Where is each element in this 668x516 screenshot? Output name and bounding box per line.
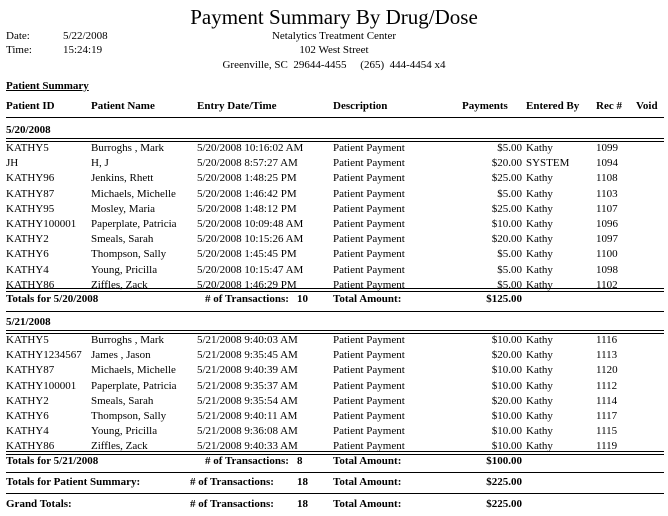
patient-id-cell: JH — [6, 157, 19, 170]
summary-amount-value: $225.00 — [486, 476, 522, 488]
description-cell: Patient Payment — [333, 233, 405, 246]
grand-tx-label: # of Transactions: — [190, 498, 274, 510]
group-date: 5/20/2008 — [6, 124, 51, 136]
patient-id-cell: KATHY2 — [6, 394, 49, 407]
rec-cell: 1116 — [596, 334, 618, 346]
description-cell: Patient Payment — [333, 142, 405, 154]
entry-datetime-cell: 5/21/2008 9:35:45 AM — [197, 349, 298, 362]
date-value: 5/22/2008 — [63, 30, 108, 42]
summary-totals-row — [0, 476, 668, 490]
tx-count-label: # of Transactions: — [205, 455, 289, 467]
grand-totals-row — [0, 498, 668, 512]
patient-id-cell: KATHY1234567 — [6, 349, 82, 362]
entry-datetime-cell: 5/21/2008 9:40:11 AM — [197, 410, 298, 422]
time-value: 15:24:19 — [63, 44, 103, 56]
entered-by-cell: Kathy — [526, 278, 553, 291]
description-cell: Patient Payment — [333, 410, 405, 422]
rec-cell: 1103 — [596, 187, 618, 200]
table-row — [0, 380, 668, 394]
tx-count-value: 8 — [297, 455, 303, 467]
patient-name-cell: Jenkins, Rhett — [91, 172, 154, 185]
tx-count-label: # of Transactions: — [205, 293, 289, 305]
rec-cell: 1097 — [596, 233, 618, 246]
total-amount-value: $100.00 — [486, 455, 522, 467]
entry-datetime-cell: 5/20/2008 8:57:27 AM — [197, 157, 298, 170]
org-name: Netalytics Treatment Center — [271, 30, 397, 42]
payment-cell: $20.00 — [491, 349, 522, 362]
description-cell: Patient Payment — [333, 187, 405, 200]
patient-id-cell: KATHY100001 — [6, 218, 77, 230]
entered-by-cell: Kathy — [526, 187, 553, 200]
rec-cell: 1117 — [596, 410, 618, 422]
entered-by-cell: Kathy — [526, 364, 553, 377]
divider — [6, 493, 664, 494]
patient-id-cell: KATHY86 — [6, 440, 55, 453]
rec-cell: 1119 — [596, 440, 618, 453]
group-totals-label: Totals for 5/21/2008 — [6, 455, 99, 467]
patient-name-cell: Ziffles, Zack — [91, 278, 148, 291]
entered-by-cell: Kathy — [526, 248, 553, 261]
table-row — [0, 425, 668, 439]
col-patient-name: Patient Name — [91, 100, 155, 112]
grand-tx-value: 18 — [297, 498, 308, 510]
entered-by-cell: Kathy — [526, 440, 553, 453]
col-rec: Rec # — [596, 100, 622, 112]
patient-name-cell: Thompson, Sally — [91, 248, 167, 261]
payment-cell: $10.00 — [491, 440, 522, 453]
payment-cell: $5.00 — [497, 248, 522, 261]
group-totals-row — [0, 455, 668, 469]
date-label: Date: — [6, 30, 30, 42]
payment-cell: $10.00 — [491, 218, 522, 230]
patient-name-cell: Smeals, Sarah — [91, 233, 154, 246]
entered-by-cell: Kathy — [526, 394, 553, 407]
description-cell: Patient Payment — [333, 202, 405, 215]
rec-cell: 1100 — [596, 248, 618, 261]
patient-name-cell: Burroghs , Mark — [91, 142, 165, 154]
patient-name-cell: James , Jason — [91, 349, 151, 362]
patient-id-cell: KATHY96 — [6, 172, 55, 185]
patient-name-cell: Young, Pricilla — [91, 425, 158, 438]
entered-by-cell: Kathy — [526, 410, 553, 422]
entry-datetime-cell: 5/20/2008 1:48:12 PM — [197, 202, 297, 215]
payment-cell: $5.00 — [497, 142, 522, 154]
report-title: Payment Summary By Drug/Dose — [190, 5, 478, 29]
patient-name-cell: H, J — [91, 157, 109, 170]
col-void: Void — [636, 100, 658, 112]
table-row — [0, 364, 668, 378]
description-cell: Patient Payment — [333, 157, 405, 170]
entered-by-cell: Kathy — [526, 379, 553, 392]
description-cell: Patient Payment — [333, 364, 405, 377]
rec-cell: 1098 — [596, 263, 618, 276]
rec-cell: 1112 — [596, 379, 618, 392]
table-row — [0, 349, 668, 363]
col-description: Description — [333, 100, 388, 112]
total-amount-value: $125.00 — [486, 293, 522, 305]
payment-cell: $5.00 — [497, 263, 522, 276]
patient-id-cell: KATHY4 — [6, 263, 49, 276]
grand-amount-value: $225.00 — [486, 498, 522, 510]
description-cell: Patient Payment — [333, 172, 405, 185]
entered-by-cell: Kathy — [526, 218, 553, 230]
patient-name-cell: Paperplate, Patricia — [91, 379, 177, 392]
table-row — [0, 218, 668, 232]
table-row — [0, 233, 668, 247]
patient-name-cell: Burroghs , Mark — [91, 334, 165, 346]
table-row — [0, 188, 668, 202]
description-cell: Patient Payment — [333, 218, 405, 230]
payment-cell: $10.00 — [491, 410, 522, 422]
payment-cell: $10.00 — [491, 379, 522, 392]
patient-id-cell: KATHY2 — [6, 233, 49, 246]
entry-datetime-cell: 5/20/2008 10:09:48 AM — [197, 218, 304, 230]
payment-cell: $25.00 — [491, 172, 522, 185]
patient-id-cell: KATHY6 — [6, 410, 49, 422]
description-cell: Patient Payment — [333, 334, 405, 346]
payment-cell: $20.00 — [491, 233, 522, 246]
payment-cell: $25.00 — [491, 202, 522, 215]
org-address-line1: 102 West Street — [299, 44, 369, 56]
entered-by-cell: Kathy — [526, 233, 553, 246]
entered-by-cell: Kathy — [526, 334, 553, 346]
entered-by-cell: Kathy — [526, 142, 553, 154]
patient-name-cell: Mosley, Maria — [91, 202, 156, 215]
description-cell: Patient Payment — [333, 394, 405, 407]
table-row — [0, 203, 668, 217]
divider — [6, 311, 664, 312]
entry-datetime-cell: 5/21/2008 9:35:37 AM — [197, 379, 298, 392]
table-row — [0, 248, 668, 262]
description-cell: Patient Payment — [333, 349, 405, 362]
patient-name-cell: Thompson, Sally — [91, 410, 167, 422]
rec-cell: 1115 — [596, 425, 618, 438]
table-row — [0, 264, 668, 278]
table-row — [0, 334, 668, 348]
patient-name-cell: Michaels, Michelle — [91, 187, 176, 200]
grand-totals-label: Grand Totals: — [6, 498, 72, 510]
description-cell: Patient Payment — [333, 379, 405, 392]
description-cell: Patient Payment — [333, 440, 405, 453]
patient-name-cell: Young, Pricilla — [91, 263, 158, 276]
grand-amount-label: Total Amount: — [333, 498, 402, 510]
table-row — [0, 395, 668, 409]
entry-datetime-cell: 5/20/2008 10:15:26 AM — [197, 233, 304, 246]
payment-cell: $5.00 — [497, 278, 522, 291]
group-totals-row — [0, 293, 668, 307]
section-title: Patient Summary — [6, 80, 89, 92]
summary-tx-label: # of Transactions: — [190, 476, 274, 488]
patient-id-cell: KATHY6 — [6, 248, 49, 261]
col-entered-by: Entered By — [526, 100, 580, 112]
group-date: 5/21/2008 — [6, 316, 51, 328]
summary-totals-label: Totals for Patient Summary: — [6, 476, 141, 488]
rec-cell: 1120 — [596, 364, 618, 377]
patient-id-cell: KATHY87 — [6, 364, 55, 377]
entry-datetime-cell: 5/20/2008 1:48:25 PM — [197, 172, 297, 185]
entered-by-cell: Kathy — [526, 172, 553, 185]
entry-datetime-cell: 5/21/2008 9:40:03 AM — [197, 334, 298, 346]
description-cell: Patient Payment — [333, 248, 405, 261]
entered-by-cell: SYSTEM — [526, 157, 570, 170]
entry-datetime-cell: 5/20/2008 1:45:45 PM — [197, 248, 297, 261]
entry-datetime-cell: 5/20/2008 1:46:29 PM — [197, 278, 297, 291]
col-patient-id: Patient ID — [6, 100, 55, 112]
rec-cell: 1114 — [596, 394, 618, 407]
divider — [6, 288, 664, 292]
patient-name-cell: Ziffles, Zack — [91, 440, 148, 453]
summary-amount-label: Total Amount: — [333, 476, 402, 488]
entry-datetime-cell: 5/20/2008 10:15:47 AM — [197, 263, 304, 276]
patient-name-cell: Smeals, Sarah — [91, 394, 154, 407]
entry-datetime-cell: 5/21/2008 9:40:39 AM — [197, 364, 298, 377]
column-header-row — [0, 100, 668, 114]
entry-datetime-cell: 5/21/2008 9:35:54 AM — [197, 394, 298, 407]
patient-name-cell: Paperplate, Patricia — [91, 218, 177, 230]
patient-id-cell: KATHY95 — [6, 202, 55, 215]
rec-cell: 1096 — [596, 218, 618, 230]
summary-tx-value: 18 — [297, 476, 308, 488]
payment-cell: $10.00 — [491, 425, 522, 438]
entry-datetime-cell: 5/21/2008 9:36:08 AM — [197, 425, 298, 438]
patient-id-cell: KATHY86 — [6, 278, 55, 291]
entered-by-cell: Kathy — [526, 425, 553, 438]
patient-name-cell: Michaels, Michelle — [91, 364, 176, 377]
patient-id-cell: KATHY87 — [6, 187, 55, 200]
entry-datetime-cell: 5/20/2008 1:46:42 PM — [197, 187, 297, 200]
table-row — [0, 410, 668, 424]
total-amount-label: Total Amount: — [333, 455, 402, 467]
total-amount-label: Total Amount: — [333, 293, 402, 305]
time-label: Time: — [6, 44, 32, 56]
description-cell: Patient Payment — [333, 425, 405, 438]
rec-cell: 1102 — [596, 278, 618, 291]
col-entry-datetime: Entry Date/Time — [197, 100, 277, 112]
table-row — [0, 172, 668, 186]
patient-id-cell: KATHY4 — [6, 425, 49, 438]
table-row — [0, 157, 668, 171]
payment-cell: $5.00 — [497, 187, 522, 200]
rec-cell: 1099 — [596, 142, 618, 154]
rec-cell: 1107 — [596, 202, 618, 215]
entry-datetime-cell: 5/21/2008 9:40:33 AM — [197, 440, 298, 453]
org-address-line2: Greenville, SC 29644-4455 (265) 444-4454 x4 — [222, 59, 446, 71]
entry-datetime-cell: 5/20/2008 10:16:02 AM — [197, 142, 304, 154]
col-payments: Payments — [462, 100, 508, 112]
rec-cell: 1113 — [596, 349, 618, 362]
tx-count-value: 10 — [297, 293, 308, 305]
divider — [6, 472, 664, 473]
payment-cell: $20.00 — [491, 157, 522, 170]
payment-cell: $10.00 — [491, 364, 522, 377]
table-row — [0, 142, 668, 156]
payment-cell: $20.00 — [491, 394, 522, 407]
description-cell: Patient Payment — [333, 278, 405, 291]
description-cell: Patient Payment — [333, 263, 405, 276]
entered-by-cell: Kathy — [526, 263, 553, 276]
entered-by-cell: Kathy — [526, 349, 553, 362]
rec-cell: 1094 — [596, 157, 618, 170]
entered-by-cell: Kathy — [526, 202, 553, 215]
group-totals-label: Totals for 5/20/2008 — [6, 293, 99, 305]
patient-id-cell: KATHY5 — [6, 142, 49, 154]
patient-id-cell: KATHY100001 — [6, 379, 77, 392]
patient-id-cell: KATHY5 — [6, 334, 49, 346]
rec-cell: 1108 — [596, 172, 618, 185]
divider — [6, 117, 664, 118]
payment-cell: $10.00 — [491, 334, 522, 346]
